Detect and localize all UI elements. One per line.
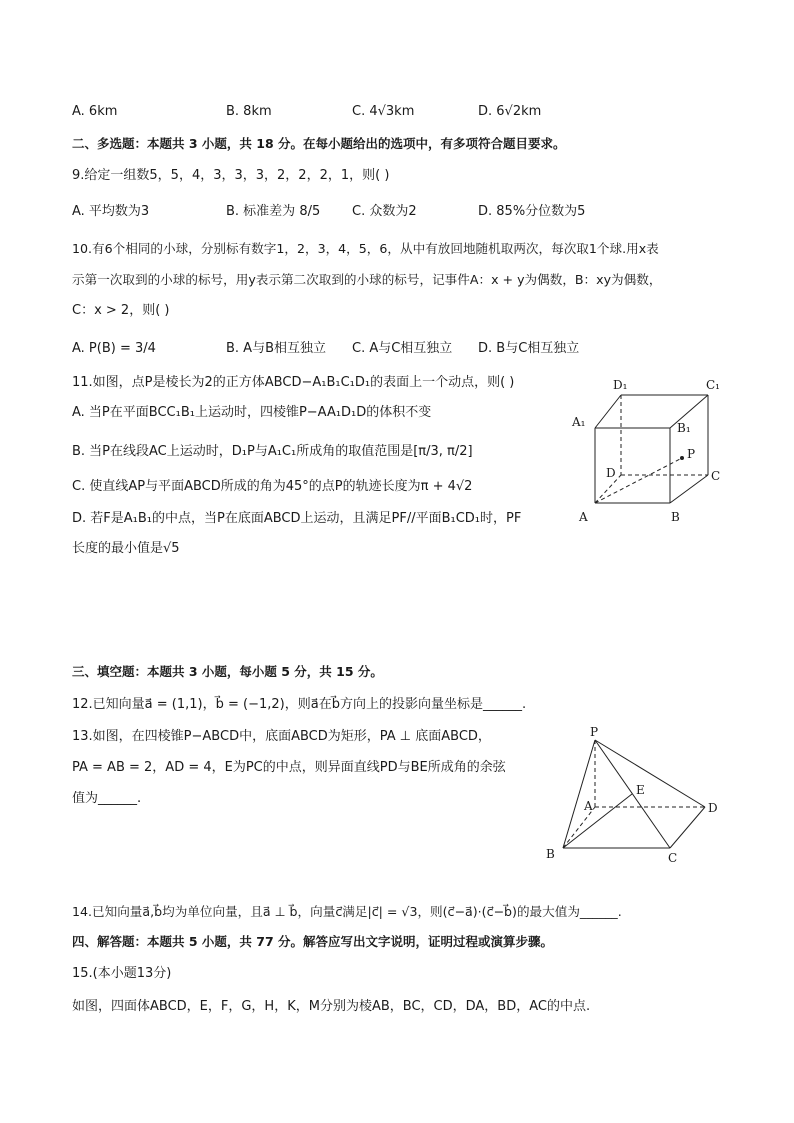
edge-p-d bbox=[595, 740, 705, 807]
label-c: C bbox=[668, 851, 678, 865]
q11-option-d-line2: 长度的最小值是√5 bbox=[72, 541, 180, 556]
section4-header: 四、解答题：本题共 5 小题，共 77 分。解答应写出文字说明，证明过程或演算步骤。 bbox=[72, 934, 554, 949]
q10-option-c: C. A与C相互独立 bbox=[352, 341, 453, 356]
label-b1: B₁ bbox=[677, 421, 691, 435]
q8-option-d: D. 6√2km bbox=[478, 104, 542, 119]
point-p bbox=[680, 456, 684, 460]
q10-line2: 示第一次取到的小球的标号，用y表示第二次取到的小球的标号，记事件A：x + y为偶数，B：xy为偶数， bbox=[72, 272, 662, 287]
section3-header: 三、填空题：本题共 3 小题，每小题 5 分，共 15 分。 bbox=[72, 664, 383, 679]
q11-option-d-line1: D. 若F是A₁B₁的中点，当P在底面ABCD上运动，且满足PF//平面B₁CD₁时，PF bbox=[72, 511, 522, 526]
edge-b-c bbox=[670, 475, 708, 503]
q9-stem: 9.给定一组数5，5，4，3，3，3，2，2，2，1，则( ) bbox=[72, 168, 390, 183]
q10-option-d: D. B与C相互独立 bbox=[478, 341, 580, 356]
label-p: P bbox=[687, 447, 696, 461]
q15-title: 15.(本小题13分) bbox=[72, 966, 172, 981]
q8-option-c: C. 4√3km bbox=[352, 104, 415, 119]
q9-option-c: C. 众数为2 bbox=[352, 204, 417, 219]
q8-option-b: B. 8km bbox=[226, 104, 272, 119]
q11-option-c: C. 使直线AP与平面ABCD所成的角为45°的点P的轨迹长度为π + 4√2 bbox=[72, 479, 473, 494]
label-a: A bbox=[579, 510, 588, 524]
q13-line1: 13.如图，在四棱锥P−ABCD中，底面ABCD为矩形，PA ⊥ 底面ABCD， bbox=[72, 729, 491, 744]
label-c: C bbox=[711, 469, 721, 483]
q13-line3: 值为______. bbox=[72, 791, 142, 806]
q11-stem: 11.如图，点P是棱长为2的正方体ABCD−A₁B₁C₁D₁的表面上一个动点，则( ) bbox=[72, 375, 515, 390]
q11-option-a: A. 当P在平面BCC₁B₁上运动时，四棱锥P−AA₁D₁D的体积不变 bbox=[72, 405, 432, 420]
label-e: E bbox=[636, 783, 645, 797]
label-d: D bbox=[708, 801, 718, 815]
edge-a1-d1 bbox=[595, 395, 621, 428]
q12-text: 12.已知向量a⃗ = (1,1)，b⃗ = (−1,2)，则a⃗在b⃗方向上的投影向量坐标是______. bbox=[72, 697, 527, 712]
label-b: B bbox=[671, 510, 680, 524]
q15-text: 如图，四面体ABCD，E，F，G，H，K，M分别为棱AB，BC，CD，DA，BD，AC的中点. bbox=[72, 999, 591, 1014]
segment-b-e bbox=[563, 794, 632, 848]
label-c1: C₁ bbox=[706, 378, 720, 392]
segment-a-p-hidden bbox=[595, 458, 682, 503]
section2-header: 二、多选题：本题共 3 小题，共 18 分。在每小题给出的选项中，有多项符合题目要求。 bbox=[72, 136, 566, 151]
q10-line1: 10.有6个相同的小球，分别标有数字1，2，3，4，5，6，从中有放回地随机取两次，每次取1个球.用x表 bbox=[72, 241, 659, 256]
q13-line2: PA = AB = 2，AD = 4，E为PC的中点，则异面直线PD与BE所成角的余弦 bbox=[72, 760, 506, 775]
label-a1: A₁ bbox=[572, 415, 586, 429]
label-d1: D₁ bbox=[613, 378, 628, 392]
label-p: P bbox=[590, 725, 599, 739]
edge-p-b bbox=[563, 740, 595, 848]
label-d: D bbox=[606, 466, 616, 480]
q14-text: 14.已知向量a⃗,b⃗均为单位向量，且a⃗ ⊥ b⃗，向量c⃗满足|c⃗| = √3，则(c⃗−a⃗)·(c⃗−b⃗)的最大值为______. bbox=[72, 904, 622, 919]
pyramid-figure bbox=[540, 725, 730, 870]
edge-p-c bbox=[595, 740, 670, 848]
q9-option-b: B. 标准差为 8/5 bbox=[226, 204, 321, 219]
q10-option-a: A. P(B) = 3/4 bbox=[72, 341, 156, 356]
q11-option-b: B. 当P在线段AC上运动时，D₁P与A₁C₁所成角的取值范围是[π/3, π/2] bbox=[72, 444, 473, 459]
q9-option-a: A. 平均数为3 bbox=[72, 204, 150, 219]
label-a: A bbox=[584, 799, 593, 813]
cube-figure bbox=[565, 370, 735, 530]
edge-b-a-hidden bbox=[563, 807, 595, 848]
label-b: B bbox=[546, 847, 555, 861]
edge-c-d bbox=[670, 807, 705, 848]
q10-line3: C：x > 2，则( ) bbox=[72, 303, 170, 318]
q10-option-b: B. A与B相互独立 bbox=[226, 341, 326, 356]
q9-option-d: D. 85%分位数为5 bbox=[478, 204, 586, 219]
q8-option-a: A. 6km bbox=[72, 104, 118, 119]
